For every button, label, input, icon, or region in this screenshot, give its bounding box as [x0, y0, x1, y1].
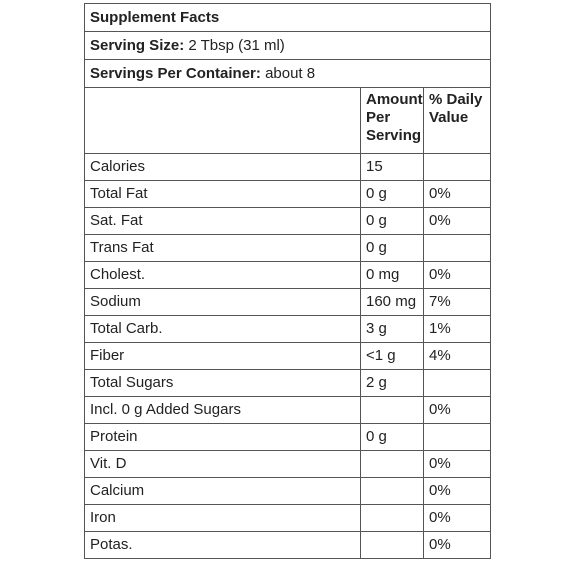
- nutrient-name: Sodium: [85, 289, 361, 316]
- amount-header: Amount Per Serving: [361, 88, 424, 154]
- column-header-row: [85, 88, 491, 154]
- table-row: [85, 316, 491, 343]
- table-row: [85, 208, 491, 235]
- title-row: [85, 4, 491, 32]
- nutrient-daily-value: 1%: [424, 316, 491, 343]
- nutrient-amount: 3 g: [361, 316, 424, 343]
- table-row: [85, 505, 491, 532]
- nutrient-amount: 2 g: [361, 370, 424, 397]
- table-row: [85, 478, 491, 505]
- daily-value-header: % Daily Value: [424, 88, 491, 154]
- nutrient-daily-value: [424, 235, 491, 262]
- nutrient-daily-value: 7%: [424, 289, 491, 316]
- supplement-facts-table: [84, 3, 491, 559]
- header-blank-cell: [85, 88, 361, 154]
- nutrient-daily-value: 0%: [424, 532, 491, 559]
- serving-size-label: Serving Size:: [90, 36, 185, 54]
- nutrient-daily-value: 0%: [424, 262, 491, 289]
- nutrient-name: Fiber: [85, 343, 361, 370]
- nutrient-daily-value: 4%: [424, 343, 491, 370]
- nutrient-amount: [361, 397, 424, 424]
- nutrient-daily-value: 0%: [424, 451, 491, 478]
- table-row: [85, 532, 491, 559]
- nutrient-amount: 160 mg: [361, 289, 424, 316]
- nutrient-name: Calcium: [85, 478, 361, 505]
- nutrient-name: Vit. D: [85, 451, 361, 478]
- table-row: [85, 451, 491, 478]
- nutrient-daily-value: [424, 424, 491, 451]
- nutrient-name: Potas.: [85, 532, 361, 559]
- nutrient-daily-value: 0%: [424, 397, 491, 424]
- servings-per-container-row: [85, 60, 491, 88]
- table-row: [85, 343, 491, 370]
- nutrient-daily-value: 0%: [424, 505, 491, 532]
- nutrient-name: Cholest.: [85, 262, 361, 289]
- table-row: [85, 424, 491, 451]
- serving-size-value: 2 Tbsp (31 ml): [188, 36, 285, 54]
- nutrient-name: Incl. 0 g Added Sugars: [85, 397, 361, 424]
- nutrient-name: Total Fat: [85, 181, 361, 208]
- nutrient-daily-value: 0%: [424, 208, 491, 235]
- nutrient-amount: [361, 532, 424, 559]
- nutrient-amount: 0 g: [361, 235, 424, 262]
- nutrient-name: Total Sugars: [85, 370, 361, 397]
- nutrient-name: Calories: [85, 154, 361, 181]
- nutrient-daily-value: [424, 154, 491, 181]
- nutrient-daily-value: [424, 370, 491, 397]
- servings-value: about 8: [265, 64, 316, 82]
- nutrient-daily-value: 0%: [424, 181, 491, 208]
- nutrient-amount: [361, 478, 424, 505]
- nutrient-amount: 0 g: [361, 181, 424, 208]
- nutrient-amount: 15: [361, 154, 424, 181]
- nutrient-amount: [361, 505, 424, 532]
- nutrient-amount: 0 g: [361, 424, 424, 451]
- nutrient-amount: 0 mg: [361, 262, 424, 289]
- table-row: [85, 370, 491, 397]
- table-row: [85, 181, 491, 208]
- table-row: [85, 154, 491, 181]
- servings-label: Servings Per Container:: [90, 64, 261, 82]
- table-row: [85, 262, 491, 289]
- nutrient-name: Protein: [85, 424, 361, 451]
- serving-size-row: [85, 32, 491, 60]
- nutrient-amount: 0 g: [361, 208, 424, 235]
- table-row: [85, 235, 491, 262]
- nutrient-name: Trans Fat: [85, 235, 361, 262]
- nutrient-amount: [361, 451, 424, 478]
- nutrient-name: Total Carb.: [85, 316, 361, 343]
- nutrient-name: Sat. Fat: [85, 208, 361, 235]
- table-row: [85, 397, 491, 424]
- nutrient-daily-value: 0%: [424, 478, 491, 505]
- panel-title: Supplement Facts: [85, 4, 491, 32]
- table-row: [85, 289, 491, 316]
- nutrient-name: Iron: [85, 505, 361, 532]
- nutrient-amount: <1 g: [361, 343, 424, 370]
